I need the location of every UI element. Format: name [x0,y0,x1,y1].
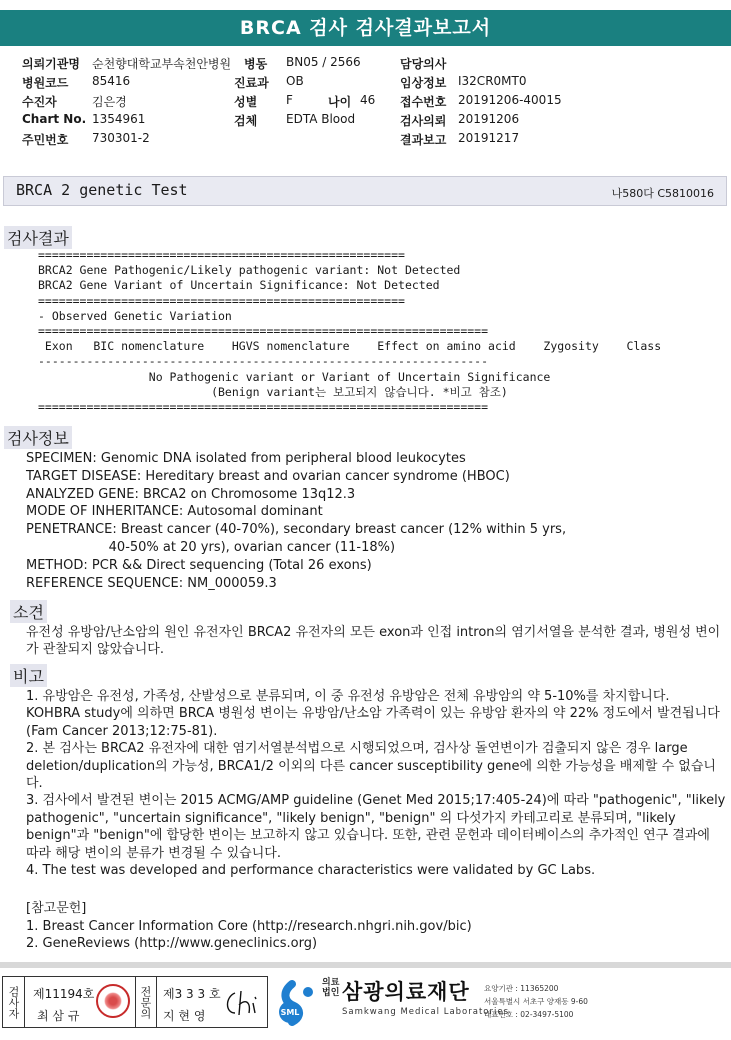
ssn-value: 730301-2 [92,131,150,145]
reference-item: 2. GeneReviews (http://www.geneclinics.org) [26,936,318,952]
name-label: 수진자 [22,95,57,109]
references-heading: [참고문헌] [26,901,87,916]
result-line: ----------------------------------------------------------------- [38,354,489,369]
specialist-number: 제3 3 3 호 [163,987,221,1001]
result-line: ===================================================== [38,293,405,308]
dept-label: 진료과 [234,76,269,90]
signature-mark [221,987,263,1019]
info-line: TARGET DISEASE: Hereditary breast and ovarian cancer syndrome (HBOC) [26,468,510,484]
info-line: MODE OF INHERITANCE: Autosomal dominant [26,504,323,520]
info-line: 40-50% at 20 yrs), ovarian cancer (11-18%) [26,539,396,555]
org-english-name: Samkwang Medical Laboratories [342,1007,510,1017]
age-label: 나이 [328,95,352,109]
result-line: No Pathogenic variant or Variant of Uncertain Significance [38,369,551,384]
ward-label: 병동 [244,57,268,71]
result-heading: 검사결과 [4,226,72,249]
result-line: BRCA2 Gene Variant of Uncertain Significance: Not Detected [38,278,440,293]
code-value: 85416 [92,74,131,88]
ward-value: BN05 / 2566 [286,55,361,69]
info-heading: 검사정보 [4,426,72,449]
chart-label: Chart No. [22,112,87,126]
result-line: ================================================================= [38,324,489,339]
remark-item: 3. 검사에서 발견된 변이는 2015 ACMG/AMP guideline (Genet Med 2015;17:405-24)에 따라 "pathogenic", "likely pathogenic", "uncertain significance", "likely benign", "benign" 의 다섯가지 카테고리로 분류되며, "likely benign"과 "benign"에 합당한 변이는 보고하지 않고 있습니다. 또한, 관련 문헌과 데이터베이스의 추가적인 연구 결과에 따라 해당 변이의 분류가 변경될 수 있습니다. [26,793,726,861]
logo-text: SML [280,1008,300,1017]
org-name: 삼광의료재단 [342,980,470,1004]
org-type: 의료법인 [322,978,340,998]
contact-info [484,982,588,1021]
specimen-label: 검체 [234,114,258,128]
official-seal [96,984,130,1018]
institution-label: 의뢰기관명 [22,57,80,71]
chart-value: 1354961 [92,112,146,126]
result-block [38,248,661,415]
result-line: BRCA2 Gene Pathogenic/Likely pathogenic variant: Not Detected [38,263,461,278]
contact-line: 서울특별시 서초구 양재동 9-60 [484,997,588,1006]
clinical-value: I32CR0MT0 [458,74,527,88]
name-value: 김은경 [92,95,127,109]
result-line: Exon BIC nomenclature HGVS nomenclature Effect on amino acid Zygosity Class [38,339,662,354]
info-line: ANALYZED GENE: BRCA2 on Chromosome 13q12.3 [26,486,356,502]
sex-label: 성별 [234,95,258,109]
remark-item: 1. 유방암은 유전성, 가족성, 산발성으로 분류되며, 이 중 유전성 유방암은 전체 유방암의 약 5-10%를 차지합니다. KOHBRA study에 의하면 BRCA 병원성 변이는 유방암/난소암 가족력이 있는 유방암 환자의 약 22% 정도에서 발견됩니다 (Fam Cancer 2013;12:75-81). [26,689,720,739]
footer-divider [0,962,731,968]
patient-info [22,55,722,150]
remark-item: 2. 본 검사는 BRCA2 유전자에 대한 염기서열분석법으로 시행되었으며, 검사상 돌연변이가 검출되지 않은 경우 large deletion/duplication의 가능성, BRCA1/2 이외의 다른 cancer susceptibility gene에 의한 가능성을 배제할 수 없습니다. [26,741,716,792]
info-block [26,450,566,592]
remarks-list [26,688,726,879]
info-line: PENETRANCE: Breast cancer (40-70%), secondary breast cancer (12% within 5 yrs, [26,522,567,538]
info-line: METHOD: PCR && Direct sequencing (Total 26 exons) [26,557,372,573]
requested-label: 검사의뢰 [400,114,447,128]
finding-text: 유전성 유방암/난소암의 원인 유전자인 BRCA2 유전자의 모든 exon과 인접 intron의 염기서열을 분석한 결과, 병원성 변이가 관찰되지 않았습니다. [26,625,721,658]
receipt-label: 접수번호 [400,95,447,109]
info-line: SPECIMEN: Genomic DNA isolated from peripheral blood leukocytes [26,451,466,466]
finding-heading: 소견 [10,600,47,623]
signature-box [2,976,268,1028]
specialist-label: 전문의 [135,977,157,1027]
doctor-label: 담당의사 [400,57,447,71]
result-line: ================================================================= [38,400,489,415]
requested-value: 20191206 [458,112,520,126]
remark-item: 4. The test was developed and performance characteristics were validated by GC Labs. [26,863,596,879]
contact-line: 대표번호 : 02-3497-5100 [484,1010,574,1019]
result-line: - Observed Genetic Variation [38,308,232,323]
examiner-label: 검사자 [3,977,25,1027]
reported-label: 결과보고 [400,133,447,147]
age-value: 46 [360,93,376,107]
code-label: 병원코드 [22,76,69,90]
remarks-heading: 비고 [10,664,47,687]
specialist-name: 지 현 영 [163,1009,206,1023]
institution-value: 순천향대학교부속천안병원 [92,57,232,71]
report-title: BRCA 검사 검사결과보고서 [0,10,731,46]
result-line: ===================================================== [38,248,405,262]
reference-item: 1. Breast Cancer Information Core (http://research.nhgri.nih.gov/bic) [26,919,472,934]
contact-line: 요양기관 : 11365200 [484,984,559,993]
references-list [26,918,472,953]
receipt-value: 20191206-40015 [458,93,562,107]
test-code: 나580다 C5810016 [611,187,714,200]
reported-value: 20191217 [458,131,520,145]
clinical-label: 임상정보 [400,76,447,90]
info-line: REFERENCE SEQUENCE: NM_000059.3 [26,575,277,591]
ssn-label: 주민번호 [22,133,69,147]
dept-value: OB [286,74,304,88]
sex-value: F [286,93,293,107]
specimen-value: EDTA Blood [286,112,356,126]
examiner-number: 제11194호 [33,987,95,1001]
test-name: BRCA 2 genetic Test [16,181,188,199]
examiner-name: 최 삼 규 [37,1009,80,1023]
result-line: (Benign variant는 보고되지 않습니다. *비고 참조) [38,384,508,399]
test-title-box [3,176,727,206]
